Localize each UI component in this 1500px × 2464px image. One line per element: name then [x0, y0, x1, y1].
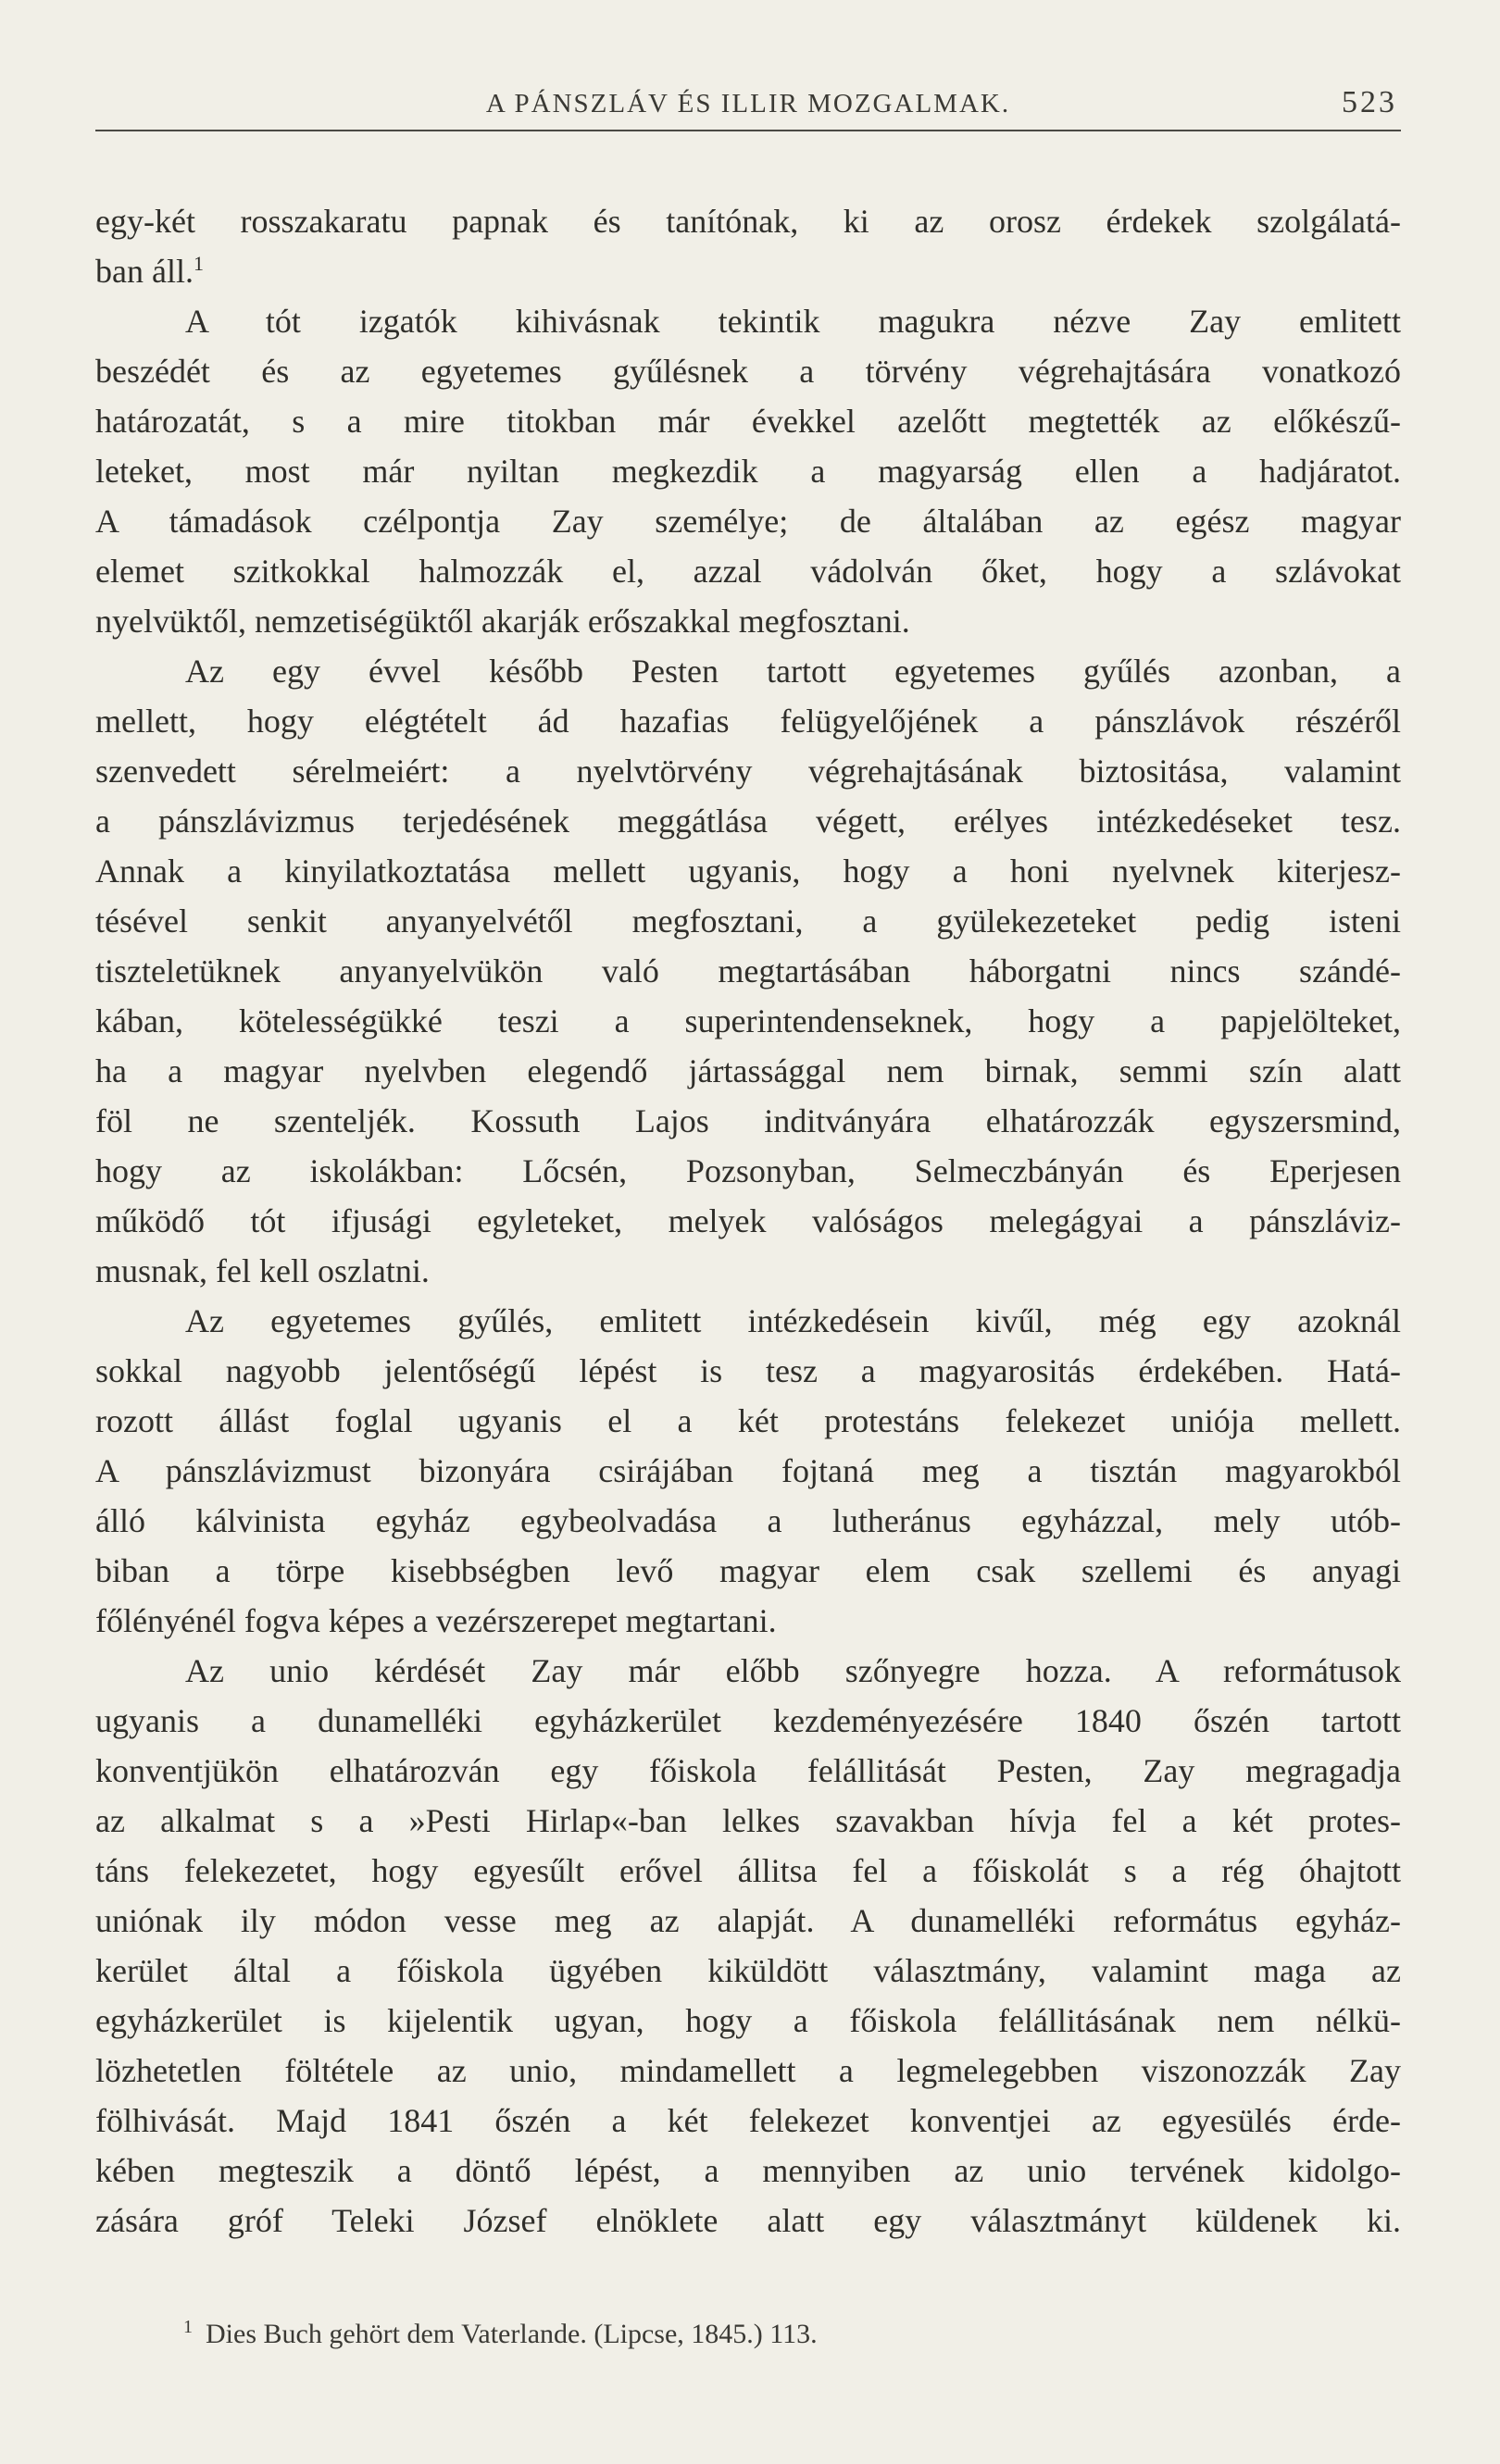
text-line-content: A támadások czélpontja Zay személye; de általában az egész magyar: [95, 503, 1401, 540]
text-line-content: zására gróf Teleki József elnöklete alatt egy választmányt küldenek ki.: [95, 2202, 1401, 2239]
text-line: [95, 646, 1401, 696]
text-line: [95, 1046, 1401, 1096]
text-line: [95, 1446, 1401, 1496]
text-line: [95, 1296, 1401, 1346]
text-line-content: a pánszlávizmus terjedésének meggátlása végett, erélyes intézkedéseket tesz.: [95, 803, 1401, 840]
footnote-reference: 1: [193, 252, 204, 275]
text-line: [95, 1796, 1401, 1846]
text-line: [95, 296, 1401, 346]
text-line: [95, 596, 1401, 646]
text-line-content: ugyanis a dunamelléki egyházkerület kezdeményezésére 1840 őszén tartott: [95, 1702, 1401, 1739]
text-line: [95, 346, 1401, 396]
text-line-content: Az unio kérdését Zay már előbb szőnyegre hozza. A reformátusok: [185, 1652, 1401, 1689]
text-line-content: fölhivását. Majd 1841 őszén a két felekezet konventjei az egyesülés érde-: [95, 2102, 1401, 2139]
text-line-content: sokkal nagyobb jelentőségű lépést is tesz a magyarositás érdekében. Hatá-: [95, 1352, 1401, 1389]
text-line: [95, 2196, 1401, 2246]
text-line: [95, 1696, 1401, 1746]
text-line-content: leteket, most már nyiltan megkezdik a magyarság ellen a hadjáratot.: [95, 453, 1401, 490]
text-line: [95, 1996, 1401, 2046]
text-line-content: álló kálvinista egyház egybeolvadása a lutheránus egyházzal, mely utób-: [95, 1502, 1401, 1539]
footnote-text: Dies Buch gehört dem Vaterlande. (Lipcse, 1845.) 113.: [206, 2319, 818, 2349]
text-line: [95, 846, 1401, 896]
text-line-content: működő tót ifjusági egyleteket, melyek valóságos melegágyai a pánszláviz-: [95, 1202, 1401, 1239]
text-line: [95, 796, 1401, 846]
text-line: [95, 1746, 1401, 1796]
text-line: [95, 1846, 1401, 1896]
text-line-content: szenvedett sérelmeiért: a nyelvtörvény végrehajtásának biztositása, valamint: [95, 753, 1401, 790]
text-line-content: kében megteszik a döntő lépést, a mennyiben az unio tervének kidolgo-: [95, 2152, 1401, 2189]
text-line-content: A pánszlávizmust bizonyára csirájában fojtaná meg a tisztán magyarokból: [95, 1452, 1401, 1489]
text-line-content: föl ne szenteljék. Kossuth Lajos inditványára elhatározzák egyszersmind,: [95, 1102, 1401, 1139]
footnote: [183, 2314, 1387, 2355]
text-line: [95, 446, 1401, 496]
text-line: [95, 746, 1401, 796]
running-title: A PÁNSZLÁV ÉS ILLIR MOZGALMAK.: [485, 89, 1011, 118]
text-line: [95, 1346, 1401, 1396]
text-line: [95, 1896, 1401, 1946]
text-line: [95, 546, 1401, 596]
text-line-content: Annak a kinyilatkoztatása mellett ugyanis, hogy a honi nyelvnek kiterjesz-: [95, 852, 1401, 890]
text-line-content: az alkalmat s a »Pesti Hirlap«-ban lelkes szavakban hívja fel a két protes-: [95, 1802, 1401, 1839]
text-line: [95, 246, 1401, 296]
text-line: [95, 1096, 1401, 1146]
text-line: [95, 396, 1401, 446]
text-line-content: ban áll.: [95, 253, 194, 290]
text-line: [95, 696, 1401, 746]
text-line-content: ha a magyar nyelvben elegendő jártassággal nem birnak, semmi szín alatt: [95, 1052, 1401, 1089]
text-line-content: hogy az iskolákban: Lőcsén, Pozsonyban, Selmeczbányán és Eperjesen: [95, 1152, 1401, 1189]
text-line-content: lözhetetlen föltétele az unio, mindamellett a legmelegebben viszonozzák Zay: [95, 2052, 1401, 2089]
text-line-content: határozatát, s a mire titokban már évekkel azelőtt megtették az előkészű-: [95, 403, 1401, 440]
text-line: [95, 196, 1401, 246]
running-head: [95, 85, 1401, 131]
text-line: [95, 1546, 1401, 1596]
text-line-content: kában, kötelességükké teszi a superintendenseknek, hogy a papjelölteket,: [95, 1002, 1401, 1039]
text-line-content: musnak, fel kell oszlatni.: [95, 1252, 430, 1289]
text-line: [95, 896, 1401, 946]
text-line: [95, 2046, 1401, 2096]
text-line: [95, 2096, 1401, 2146]
text-line: [95, 1146, 1401, 1196]
text-line-content: konventjükön elhatározván egy főiskola felállitását Pesten, Zay megragadja: [95, 1752, 1401, 1789]
text-line-content: Az egyetemes gyűlés, emlitett intézkedésein kivűl, még egy azoknál: [185, 1302, 1401, 1339]
text-line-content: táns felekezetet, hogy egyesűlt erővel állitsa fel a főiskolát s a rég óhajtott: [95, 1852, 1401, 1889]
text-line-content: kerület által a főiskola ügyében kiküldött választmány, valamint maga az: [95, 1952, 1401, 1989]
text-line: [95, 1246, 1401, 1296]
text-line: [95, 1496, 1401, 1546]
text-line: [95, 946, 1401, 996]
text-line-content: beszédét és az egyetemes gyűlésnek a törvény végrehajtására vonatkozó: [95, 353, 1401, 390]
text-line: [95, 1196, 1401, 1246]
text-line-content: tésével senkit anyanyelvétől megfosztani, a gyülekezeteket pedig isteni: [95, 902, 1401, 940]
text-line-content: Az egy évvel később Pesten tartott egyetemes gyűlés azonban, a: [185, 653, 1401, 690]
footnote-mark: 1: [183, 2317, 193, 2337]
text-line-content: rozott állást foglal ugyanis el a két protestáns felekezet uniója mellett.: [95, 1402, 1401, 1439]
text-line: [95, 1646, 1401, 1696]
page-number: 523: [1342, 85, 1397, 119]
text-line-content: egy-két rosszakaratu papnak és tanítónak, ki az orosz érdekek szolgálatá-: [95, 203, 1401, 240]
text-line-content: biban a törpe kisebbségben levő magyar elem csak szellemi és anyagi: [95, 1552, 1401, 1589]
text-line-content: mellett, hogy elégtételt ád hazafias felügyelőjének a pánszlávok részéről: [95, 703, 1401, 740]
text-line-content: tiszteletüknek anyanyelvükön való megtartásában háborgatni nincs szándé-: [95, 952, 1401, 989]
text-line-content: egyházkerület is kijelentik ugyan, hogy a főiskola felállitásának nem nélkü-: [95, 2002, 1401, 2039]
text-line-content: A tót izgatók kihivásnak tekintik magukra nézve Zay emlitett: [185, 303, 1401, 340]
text-line-content: nyelvüktől, nemzetiségüktől akarják erőszakkal megfosztani.: [95, 603, 910, 640]
body-text: [95, 196, 1401, 2246]
text-line-content: uniónak ily módon vesse meg az alapját. A dunamelléki református egyház-: [95, 1902, 1401, 1939]
text-line-content: elemet szitkokkal halmozzák el, azzal vádolván őket, hogy a szlávokat: [95, 553, 1401, 590]
text-line-content: főlényénél fogva képes a vezérszerepet megtartani.: [95, 1602, 777, 1639]
text-line: [95, 496, 1401, 546]
text-line: [95, 2146, 1401, 2196]
text-line: [95, 1946, 1401, 1996]
text-line: [95, 1596, 1401, 1646]
text-line: [95, 996, 1401, 1046]
text-line: [95, 1396, 1401, 1446]
